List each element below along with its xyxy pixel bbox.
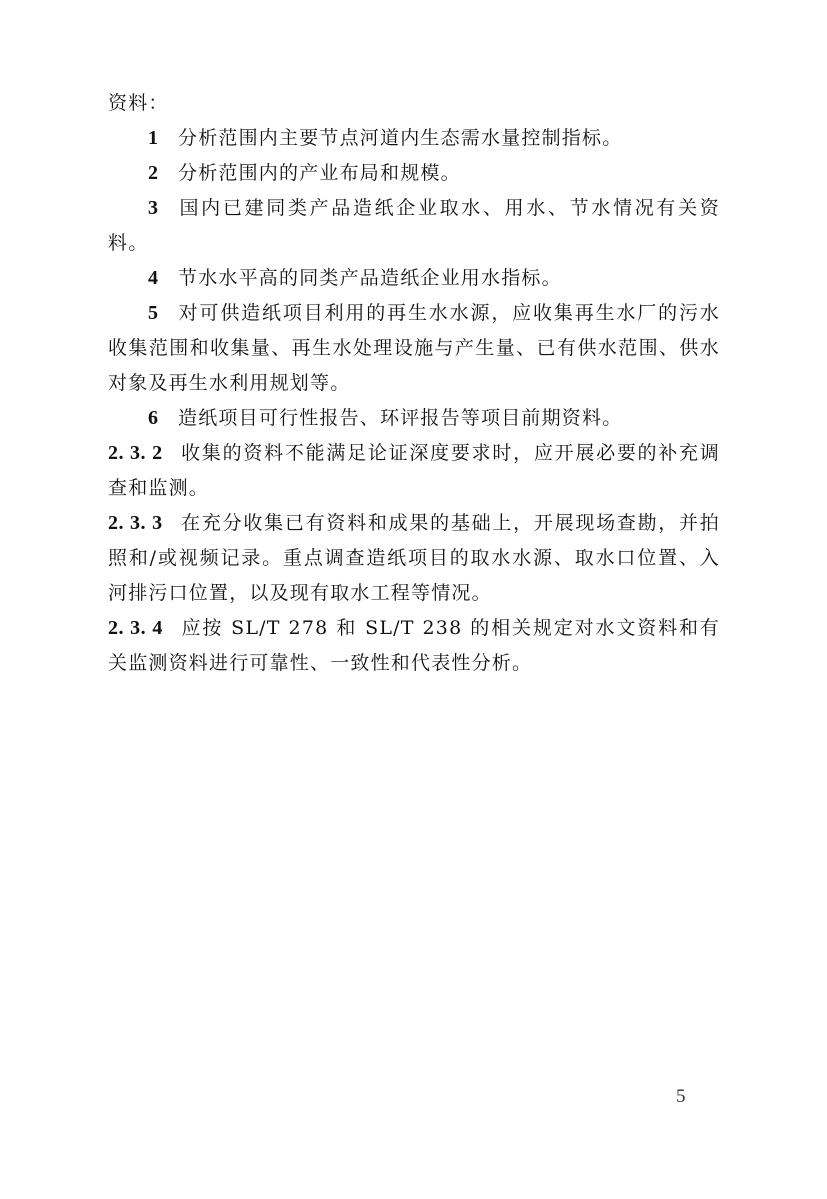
clause-text: 收集的资料不能满足论证深度要求时，应开展必要的补充调查和监测。 [108, 442, 720, 499]
list-item-number: 2 [148, 162, 158, 184]
clause-text: 应按 SL/T 278 和 SL/T 238 的相关规定对水文资料和有关监测资料进行可靠性、一致性和代表性分析。 [108, 617, 721, 674]
list-item [108, 296, 720, 401]
list-item [108, 401, 720, 436]
list-item-number: 5 [148, 302, 158, 324]
page-number: 5 [676, 1086, 686, 1107]
list-item-number: 4 [148, 267, 158, 289]
document-body [108, 86, 720, 681]
paragraph-continuation [108, 86, 720, 121]
list-item-text: 分析范围内的产业布局和规模。 [178, 162, 461, 184]
list-item-text: 国内已建同类产品造纸企业取水、用水、节水情况有关资料。 [108, 197, 720, 254]
list-item-text: 对可供造纸项目利用的再生水水源，应收集再生水厂的污水收集范围和收集量、再生水处理设施与产生量、已有供水范围、供水对象及再生水利用规划等。 [108, 302, 720, 394]
list-item [108, 156, 720, 191]
list-item-text: 分析范围内主要节点河道内生态需水量控制指标。 [178, 127, 623, 149]
clause [108, 506, 720, 611]
list-item-text: 节水水平高的同类产品造纸企业用水指标。 [178, 267, 562, 289]
list-item [108, 261, 720, 296]
list-item-number: 3 [148, 197, 158, 219]
clause-number: 2. 3. 2 [108, 442, 163, 464]
list-item [108, 121, 720, 156]
clause [108, 436, 720, 506]
clause-text: 在充分收集已有资料和成果的基础上，开展现场查勘，并拍照和/或视频记录。重点调查造纸项目的取水水源、取水口位置、入河排污口位置，以及现有取水工程等情况。 [108, 512, 720, 604]
list-item-text: 造纸项目可行性报告、环评报告等项目前期资料。 [178, 407, 623, 429]
list-item-number: 6 [148, 407, 158, 429]
clause-number: 2. 3. 3 [108, 512, 163, 534]
paragraph-text: 资料： [108, 92, 169, 114]
clause [108, 611, 720, 681]
list-item [108, 191, 720, 261]
list-item-number: 1 [148, 127, 158, 149]
clause-number: 2. 3. 4 [108, 617, 163, 639]
